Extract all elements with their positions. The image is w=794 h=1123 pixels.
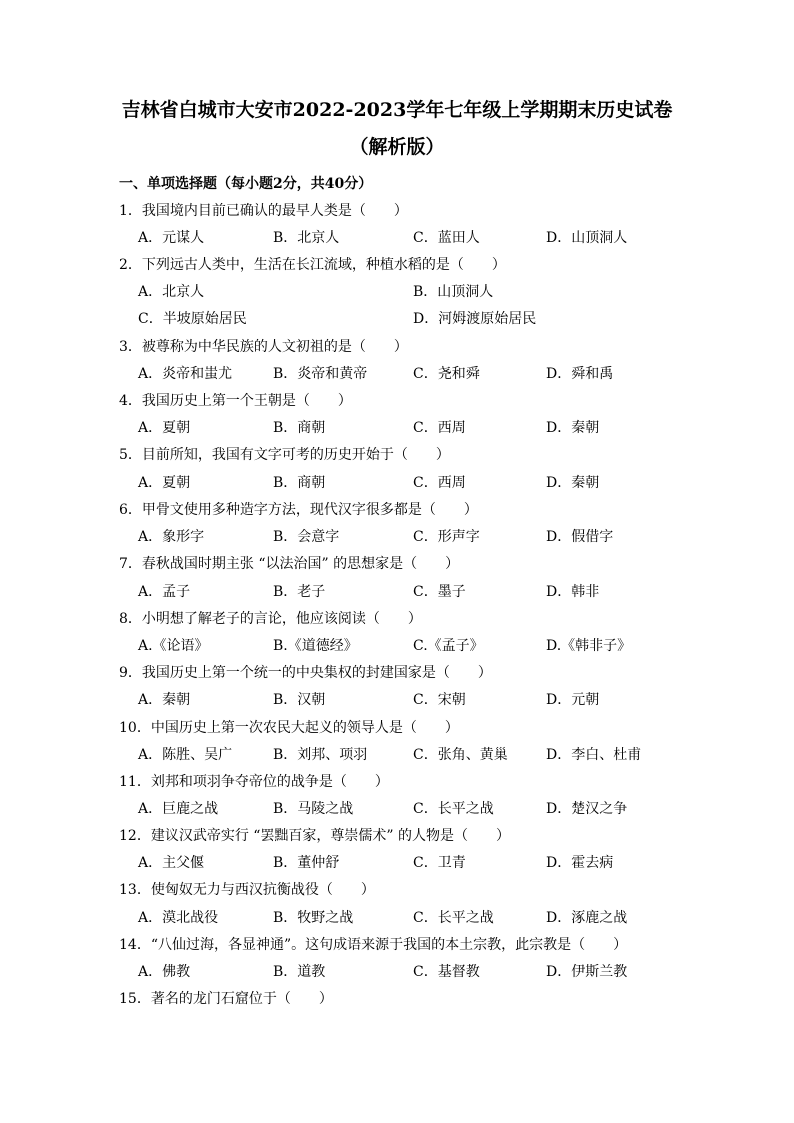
- option-row: [0, 799, 794, 819]
- option-row: [0, 418, 794, 438]
- option-d: D．河姆渡原始居民: [413, 311, 537, 327]
- option-b: B．牧野之战: [273, 910, 354, 926]
- exam-title: 吉林省白城市大安市2022-2023学年七年级上学期期末历史试卷: [121, 99, 673, 121]
- option-d: D．秦朝: [546, 420, 600, 436]
- option-a: A．炎帝和蚩尤: [138, 366, 233, 382]
- option-a: A．象形字: [138, 529, 205, 545]
- option-b: B．刘邦、项羽: [273, 747, 368, 763]
- option-a: A．孟子: [138, 584, 191, 600]
- option-c: C．墨子: [413, 584, 466, 600]
- option-a: A．元谋人: [138, 230, 205, 246]
- option-a: A．北京人: [138, 284, 205, 300]
- option-row: [0, 962, 794, 982]
- option-row: [0, 690, 794, 710]
- question-stem: 3．被尊称为中华民族的人文初祖的是（ ）: [119, 339, 408, 355]
- option-d: D．霍去病: [546, 855, 614, 871]
- option-c: C．宋朝: [413, 692, 466, 708]
- option-c: C．张角、黄巢: [413, 747, 508, 763]
- option-row: [0, 853, 794, 873]
- option-d: D．楚汉之争: [546, 801, 628, 817]
- question-stem: 12．建议汉武帝实行 “罢黜百家，尊崇儒术” 的人物是（ ）: [119, 828, 511, 844]
- question-stem: 1．我国境内目前已确认的最早人类是（ ）: [119, 203, 408, 219]
- option-c: C．尧和舜: [413, 366, 480, 382]
- option-row: [0, 473, 794, 493]
- option-a: A．陈胜、吴广: [138, 747, 233, 763]
- option-row: [0, 309, 794, 329]
- question-stem: 11．刘邦和项羽争夺帝位的战争是（ ）: [119, 774, 389, 790]
- option-c: C.《孟子》: [413, 638, 484, 654]
- option-row: [0, 228, 794, 248]
- option-c: C．卫青: [413, 855, 466, 871]
- option-b: B.《道德经》: [273, 638, 358, 654]
- question-stem: 8．小明想了解老子的言论，他应该阅读（ ）: [119, 611, 422, 627]
- question-stem: 4．我国历史上第一个王朝是（ ）: [119, 393, 352, 409]
- option-c: C．西周: [413, 420, 466, 436]
- option-row: [0, 527, 794, 547]
- option-c: C．长平之战: [413, 801, 494, 817]
- option-c: C．基督教: [413, 964, 480, 980]
- option-row: [0, 636, 794, 656]
- option-b: B．山顶洞人: [413, 284, 494, 300]
- option-b: B．商朝: [273, 475, 326, 491]
- option-d: D．舜和禹: [546, 366, 614, 382]
- option-row: [0, 364, 794, 384]
- option-b: B．老子: [273, 584, 326, 600]
- question-stem: 5．目前所知，我国有文字可考的历史开始于（ ）: [119, 447, 450, 463]
- option-a: A.《论语》: [138, 638, 209, 654]
- question-stem: 10．中国历史上第一次农民大起义的领导人是（ ）: [119, 720, 459, 736]
- option-d: D．韩非: [546, 584, 600, 600]
- option-c: C．蓝田人: [413, 230, 480, 246]
- option-d: D．秦朝: [546, 475, 600, 491]
- option-b: B．董仲舒: [273, 855, 340, 871]
- question-stem: 7．春秋战国时期主张 “以法治国” 的思想家是（ ）: [119, 556, 460, 572]
- option-c: C．长平之战: [413, 910, 494, 926]
- option-b: B．商朝: [273, 420, 326, 436]
- question-stem: 6．甲骨文使用多种造字方法，现代汉字很多都是（ ）: [119, 502, 478, 518]
- option-b: B．会意字: [273, 529, 340, 545]
- option-c: C．形声字: [413, 529, 480, 545]
- option-a: A．漠北战役: [138, 910, 219, 926]
- option-row: [0, 908, 794, 928]
- option-b: B．道教: [273, 964, 326, 980]
- question-stem: 9．我国历史上第一个统一的中央集权的封建国家是（ ）: [119, 665, 492, 681]
- option-c: C．半坡原始居民: [138, 311, 247, 327]
- option-a: A．夏朝: [138, 475, 191, 491]
- question-stem: 15．著名的龙门石窟位于（ ）: [119, 991, 333, 1007]
- option-row: [0, 745, 794, 765]
- option-d: D．伊斯兰教: [546, 964, 628, 980]
- exam-subtitle: （解析版）: [349, 136, 445, 158]
- option-b: B．炎帝和黄帝: [273, 366, 368, 382]
- option-c: C．西周: [413, 475, 466, 491]
- option-d: D．涿鹿之战: [546, 910, 628, 926]
- option-b: B．汉朝: [273, 692, 326, 708]
- option-d: D．元朝: [546, 692, 600, 708]
- section-heading: 一、单项选择题（每小题2分，共40分）: [119, 176, 373, 192]
- option-a: A．秦朝: [138, 692, 191, 708]
- option-d: D．山顶洞人: [546, 230, 628, 246]
- question-stem: 2．下列远古人类中，生活在长江流域，种植水稻的是（ ）: [119, 257, 506, 273]
- option-a: A．佛教: [138, 964, 191, 980]
- option-a: A．巨鹿之战: [138, 801, 219, 817]
- question-stem: 14．“八仙过海，各显神通”。这句成语来源于我国的本土宗教，此宗教是（ ）: [119, 937, 628, 953]
- question-stem: 13．使匈奴无力与西汉抗衡战役（ ）: [119, 882, 375, 898]
- option-row: [0, 282, 794, 302]
- option-b: B．北京人: [273, 230, 340, 246]
- option-d: D.《韩非子》: [546, 638, 632, 654]
- option-d: D．李白、杜甫: [546, 747, 642, 763]
- option-row: [0, 582, 794, 602]
- option-b: B．马陵之战: [273, 801, 354, 817]
- option-a: A．夏朝: [138, 420, 191, 436]
- option-d: D．假借字: [546, 529, 614, 545]
- option-a: A．主父偃: [138, 855, 205, 871]
